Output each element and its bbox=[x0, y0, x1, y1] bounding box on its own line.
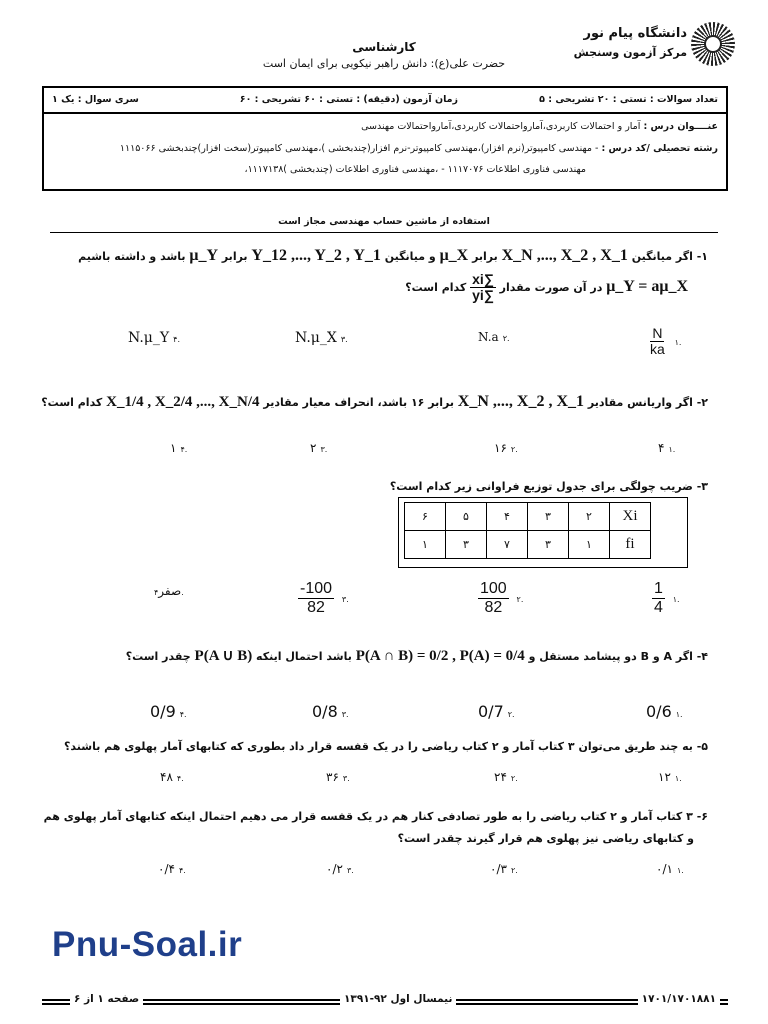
university-name: دانشگاه پیام نور bbox=[583, 26, 687, 41]
field-label: رشته تحصیلی /کد درس : bbox=[601, 143, 718, 154]
exam-center-name: مرکز آزمون وسنجش bbox=[573, 46, 687, 59]
q1-text-g: کدام است؟ bbox=[405, 280, 467, 294]
table-cell: ۲ bbox=[569, 503, 610, 531]
q3-option-3[interactable] bbox=[298, 580, 349, 616]
q4-given: P(A ∩ B) = 0/2 , P(A) = 0/4 bbox=[355, 648, 525, 664]
question-4 bbox=[126, 646, 708, 665]
question-5: ۵- به چند طریق می‌توان ۳ کتاب آمار و ۲ کتاب ریاضی را در یک قفسه قرار داد بطوری که کتابهای آمار پهلوی هم باشند؟ bbox=[64, 740, 708, 753]
field-row bbox=[120, 143, 718, 154]
q2-opt3-number: ۳. bbox=[320, 445, 328, 454]
field-line-2: مهندسی فناوری اطلاعات ۱۱۱۷۰۷۶ - ،مهندسی فناوری اطلاعات (چندبخشی )۱۱۱۷۱۳۸، bbox=[244, 164, 586, 175]
q4-opt2-text: 0/7 bbox=[478, 702, 504, 721]
q2-text-a: ۲- اگر واریانس مقادیر bbox=[587, 396, 708, 409]
table-cell: ۱ bbox=[569, 531, 610, 559]
exam-time: زمان آزمون (دقیقه) : تستی : ۶۰ تشریحی : ۶۰ bbox=[239, 94, 458, 105]
q2-opt2-text: ۱۶ bbox=[494, 441, 507, 455]
q5-opt3-text: ۳۶ bbox=[326, 770, 339, 784]
q4-option-2[interactable] bbox=[478, 702, 515, 721]
q5-opt2-number: ۲. bbox=[510, 774, 518, 783]
page-number: صفحه ۱ از ۶ bbox=[70, 993, 143, 1005]
q1-text-b: برابر bbox=[472, 250, 498, 263]
q6-option-1[interactable] bbox=[656, 862, 684, 876]
q1-opt4-text: N.μ_Y bbox=[128, 330, 170, 346]
question-2 bbox=[41, 393, 708, 411]
q1-y-values: Y_12 ,..., Y_2 , Y_1 bbox=[251, 247, 381, 264]
question-1-line-2 bbox=[405, 272, 688, 304]
q5-option-1[interactable] bbox=[658, 770, 682, 784]
q6-opt2-number: ۲. bbox=[510, 866, 518, 875]
q3-opt1-num: 1 bbox=[654, 580, 663, 597]
q6-opt3-number: ۳. bbox=[346, 866, 354, 875]
q3-opt3-number: ۳. bbox=[341, 594, 349, 604]
q4-opt4-text: 0/9 bbox=[150, 702, 176, 721]
q5-opt4-number: ۴. bbox=[176, 774, 184, 783]
q2-opt1-text: ۴ bbox=[658, 441, 665, 455]
q1-opt3-text: N.μ_X bbox=[295, 330, 337, 346]
q4-text-a: ۴- اگر A و B دو پیشامد مستقل و bbox=[528, 650, 708, 663]
q5-option-4[interactable] bbox=[160, 770, 184, 784]
q6-opt1-text: ۰/۱ bbox=[656, 862, 673, 876]
question-series: سری سوال : یک ۱ bbox=[52, 94, 139, 105]
course-title: آمار و احتمالات کاربردی،آمارواحتمالات کاربردی،آمارواحتمالات مهندسی bbox=[361, 121, 641, 132]
question-1-line-1 bbox=[78, 247, 708, 265]
table-cell: ۵ bbox=[446, 503, 487, 531]
q4-opt3-text: 0/8 bbox=[312, 702, 338, 721]
q1-opt3-number: ۳. bbox=[340, 335, 348, 344]
q2-text-b: برابر ۱۶ باشد، انحراف معیار مقادیر bbox=[263, 396, 454, 409]
calculator-note: استفاده از ماشین حساب مهندسی مجاز است bbox=[278, 216, 490, 227]
q1-option-3[interactable] bbox=[295, 330, 348, 346]
exam-term: نیمسال اول ۹۲-۱۳۹۱ bbox=[340, 993, 456, 1005]
q2-text-c: کدام است؟ bbox=[41, 396, 103, 409]
question-6-line-1: ۶- ۳ کتاب آمار و ۲ کتاب ریاضی را به طور تصادفی کنار هم در یک قفسه قرار می دهیم احتمال اینکه کتابهای آمار پهلوی هم bbox=[43, 810, 708, 823]
q2-opt2-number: ۲. bbox=[510, 445, 518, 454]
q1-ratio-den: ∑yi bbox=[472, 287, 494, 304]
table-cell: ۷ bbox=[487, 531, 528, 559]
table-row-label: fi bbox=[610, 531, 651, 559]
table-cell: ۳ bbox=[528, 531, 569, 559]
q4-opt3-number: ۳. bbox=[341, 710, 349, 719]
q1-opt1-num: N bbox=[652, 325, 663, 341]
q2-option-4[interactable] bbox=[170, 441, 187, 455]
q1-opt4-number: ۴. bbox=[173, 335, 180, 344]
q1-opt1-number: ۱. bbox=[674, 338, 682, 348]
q2-opt1-number: ۱. bbox=[668, 445, 676, 454]
q6-opt4-number: ۴. bbox=[178, 866, 186, 875]
site-watermark[interactable]: Pnu-Soal.ir bbox=[52, 925, 243, 964]
q1-mu-y: μ_Y bbox=[189, 247, 218, 264]
q1-text-e: باشد و داشته باشیم bbox=[78, 250, 186, 263]
q6-opt1-number: ۱. bbox=[676, 866, 684, 875]
q1-ratio bbox=[470, 272, 496, 304]
q4-text-c: چقدر است؟ bbox=[125, 650, 191, 663]
q4-option-1[interactable] bbox=[646, 702, 683, 721]
q3-opt3-num: -100 bbox=[300, 580, 333, 597]
q4-opt2-number: ۲. bbox=[507, 710, 515, 719]
q1-ratio-num: ∑xi bbox=[472, 271, 494, 287]
exam-info-box bbox=[42, 86, 728, 191]
q6-opt2-text: ۰/۳ bbox=[490, 862, 507, 876]
q1-relation: μ_Y = aμ_X bbox=[606, 277, 688, 295]
q3-opt1-den: 4 bbox=[654, 598, 663, 616]
q1-option-2[interactable] bbox=[478, 330, 510, 344]
q1-text-c: و میانگین bbox=[384, 250, 436, 263]
q4-text-b: باشد احتمال اینکه bbox=[256, 650, 352, 663]
q5-option-2[interactable] bbox=[494, 770, 518, 784]
question-6-line-2: و کتابهای ریاضی نیز پهلوی هم قرار گیرند چقدر است؟ bbox=[397, 832, 694, 845]
table-row-label: Xi bbox=[610, 503, 651, 531]
q2-option-3[interactable] bbox=[310, 441, 327, 455]
q2-opt4-number: ۴. bbox=[180, 445, 188, 454]
q3-opt4-number: ۴. bbox=[154, 588, 184, 597]
table-row bbox=[405, 531, 651, 559]
q3-opt2-den: 82 bbox=[484, 598, 503, 616]
q5-opt1-text: ۱۲ bbox=[658, 770, 671, 784]
q4-option-3[interactable] bbox=[312, 702, 349, 721]
table-cell: ۳ bbox=[528, 503, 569, 531]
frequency-table bbox=[404, 502, 651, 559]
q3-opt4-text: صفر bbox=[158, 584, 182, 598]
question-count: تعداد سوالات : تستی : ۲۰ تشریحی : ۵ bbox=[539, 94, 718, 105]
exam-code: ۱۷۰۱/۱۷۰۱۸۸۱ bbox=[638, 993, 720, 1005]
q3-opt1-number: ۱. bbox=[672, 594, 680, 604]
field-line-1: - مهندسی کامپیوتر(نرم افزار)،مهندسی کامپیوتر-نرم افزار(چندبخشی )،مهندسی کامپیوتر(سخت افزار)چندبخشی ۱۱۱۵۰۶۶ bbox=[119, 143, 599, 154]
q6-option-3[interactable] bbox=[326, 862, 354, 876]
q6-opt3-text: ۰/۲ bbox=[326, 862, 343, 876]
q4-opt4-number: ۴. bbox=[179, 710, 187, 719]
q3-opt2-number: ۲. bbox=[516, 594, 524, 604]
q5-option-3[interactable] bbox=[326, 770, 350, 784]
header-quote: حضرت علی(ع): دانش راهبر نیکویی برای ایمان است bbox=[262, 57, 506, 70]
info-divider bbox=[44, 112, 726, 114]
q1-opt2-text: N.a bbox=[478, 330, 499, 344]
q1-opt2-number: ۲. bbox=[502, 334, 510, 343]
q4-opt1-text: 0/6 bbox=[646, 702, 672, 721]
table-cell: ۴ bbox=[487, 503, 528, 531]
q2-opt3-text: ۲ bbox=[310, 441, 317, 455]
q5-opt3-number: ۳. bbox=[342, 774, 350, 783]
table-cell: ۳ bbox=[446, 531, 487, 559]
q3-option-4[interactable] bbox=[150, 584, 184, 598]
q1-text-f: در آن صورت مقدار bbox=[499, 280, 603, 294]
q1-text-d: برابر bbox=[221, 250, 248, 263]
q3-option-2[interactable] bbox=[478, 580, 523, 616]
q1-option-4[interactable] bbox=[128, 330, 180, 346]
degree-level: کارشناسی bbox=[352, 40, 416, 54]
q4-opt1-number: ۱. bbox=[675, 710, 683, 719]
q5-opt1-number: ۱. bbox=[674, 774, 682, 783]
table-cell: ۶ bbox=[405, 503, 446, 531]
course-title-row bbox=[361, 121, 718, 132]
q3-opt3-den: 82 bbox=[307, 598, 325, 616]
q1-mu-x: μ_X bbox=[439, 247, 469, 264]
q6-option-2[interactable] bbox=[490, 862, 518, 876]
q3-option-1[interactable] bbox=[652, 580, 680, 616]
question-3: ۳- ضریب چولگی برای جدول توزیع فراوانی زیر کدام است؟ bbox=[389, 480, 708, 493]
q1-opt1-den: ka bbox=[650, 341, 665, 358]
q2-opt4-text: ۱ bbox=[170, 441, 177, 455]
q3-opt2-num: 100 bbox=[480, 580, 507, 597]
q1-text-a: ۱- اگر میانگین bbox=[631, 250, 708, 263]
q4-option-4[interactable] bbox=[150, 702, 187, 721]
q5-opt2-text: ۲۴ bbox=[494, 770, 507, 784]
q2-option-2[interactable] bbox=[494, 441, 518, 455]
course-title-label: عنــــوان درس : bbox=[643, 121, 718, 132]
q6-opt4-text: ۰/۴ bbox=[158, 862, 175, 876]
q5-opt4-text: ۴۸ bbox=[160, 770, 173, 784]
q1-option-1[interactable] bbox=[648, 326, 681, 358]
q2-option-1[interactable] bbox=[658, 441, 675, 455]
q6-option-4[interactable] bbox=[158, 862, 186, 876]
q2-scaled-values: X_1/4 , X_2/4 ,..., X_N/4 bbox=[106, 394, 260, 410]
calculator-divider bbox=[50, 232, 718, 233]
q4-union: P(A ∪ B) bbox=[194, 648, 253, 664]
table-cell: ۱ bbox=[405, 531, 446, 559]
q2-x-values: X_N ,..., X_2 , X_1 bbox=[457, 393, 585, 410]
q1-x-values: X_N ,..., X_2 , X_1 bbox=[501, 247, 628, 264]
table-row bbox=[405, 503, 651, 531]
